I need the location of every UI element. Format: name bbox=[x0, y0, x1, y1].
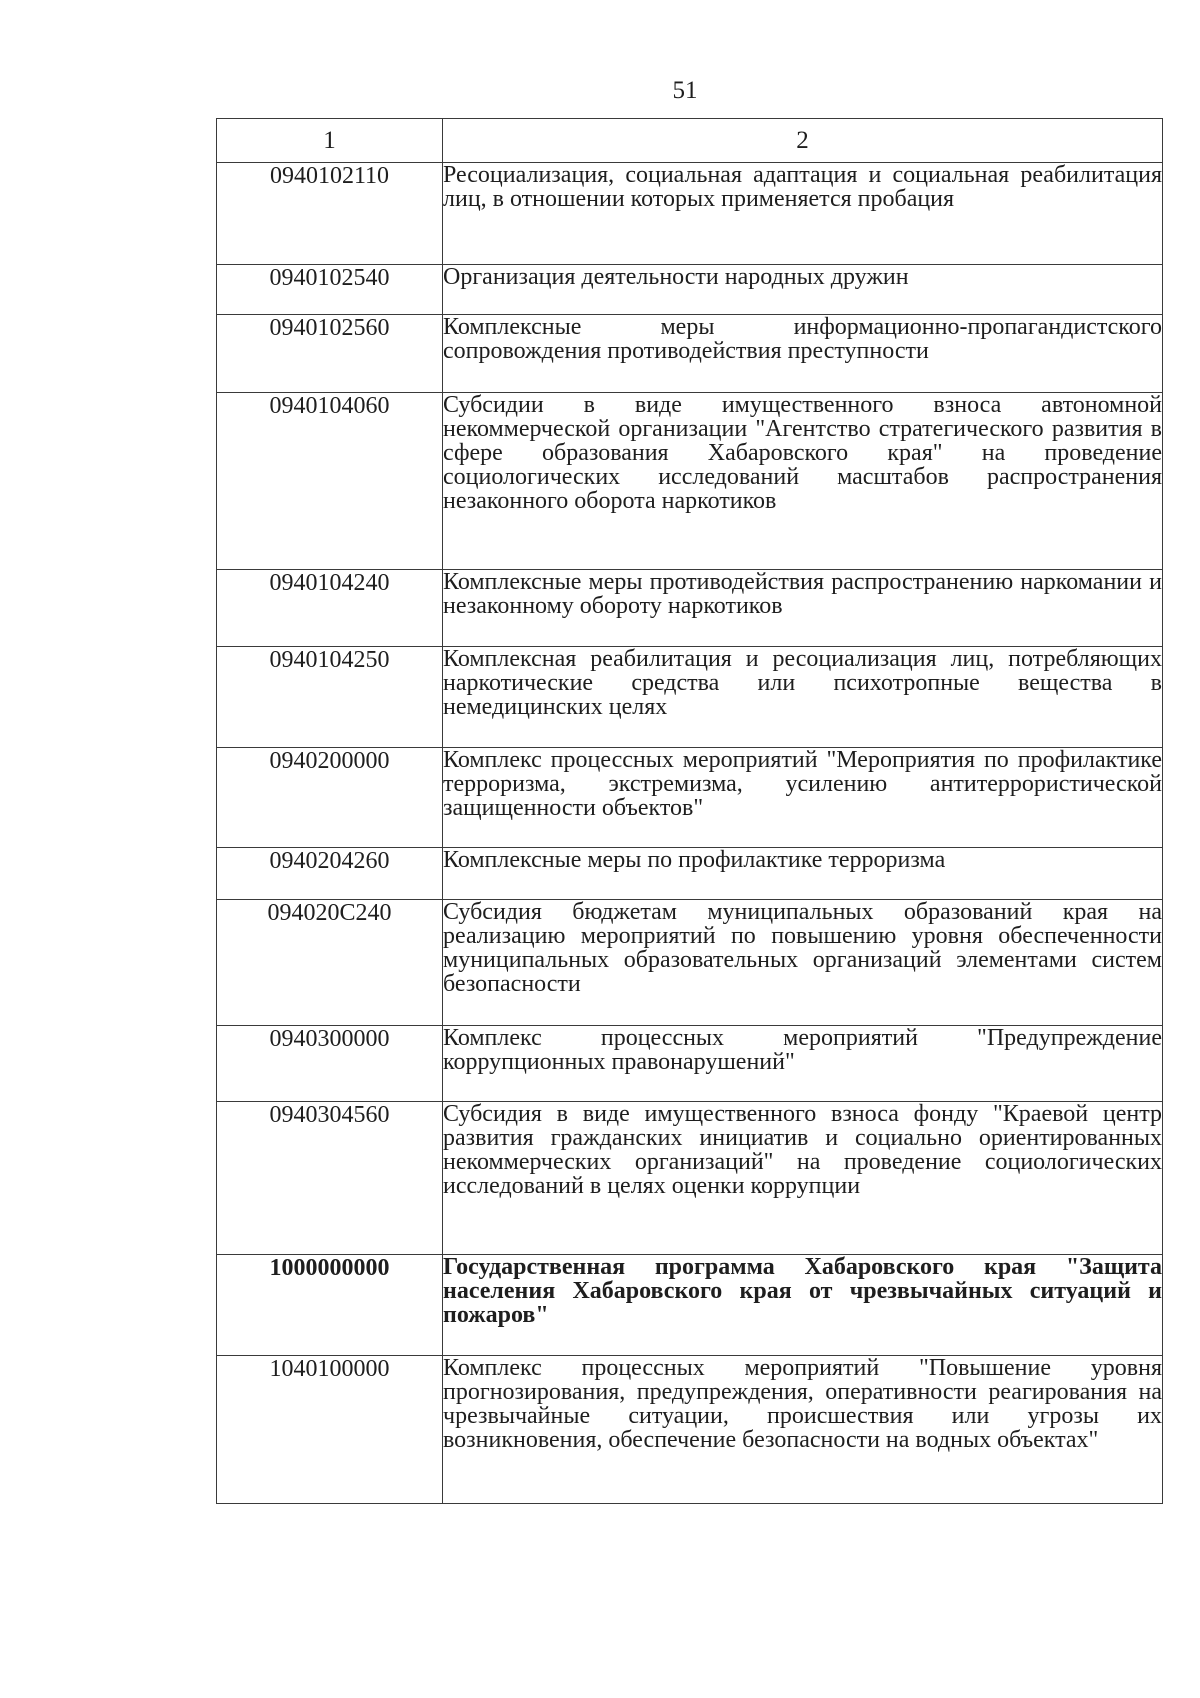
row-code: 0940102540 bbox=[217, 265, 443, 315]
row-code: 0940204260 bbox=[217, 848, 443, 900]
row-description: Субсидии в виде имущественного взноса автономной некоммерческой организации "Агентство стратегического развития в сфере образования Хабаровского края" на проведение социологических исследований масштабов распространения незаконного оборота наркотиков bbox=[443, 393, 1163, 570]
table-row bbox=[217, 748, 1163, 848]
table-row bbox=[217, 163, 1163, 265]
row-description: Субсидия бюджетам муниципальных образований края на реализацию мероприятий по повышению уровня обеспеченности муниципальных образовательных организаций элементами систем безопасности bbox=[443, 900, 1163, 1026]
budget-codes-table bbox=[216, 118, 1163, 1504]
row-description: Комплексная реабилитация и ресоциализация лиц, потребляющих наркотические средства или психотропные вещества в немедицинских целях bbox=[443, 647, 1163, 748]
row-description: Комплексные меры противодействия распространению наркомании и незаконному обороту наркотиков bbox=[443, 570, 1163, 647]
row-code: 0940104240 bbox=[217, 570, 443, 647]
table-header-row bbox=[217, 119, 1163, 163]
row-description: Комплекс процессных мероприятий "Повышение уровня прогнозирования, предупреждения, оперативности реагирования на чрезвычайные ситуации, происшествия или угрозы их возникновения, обеспечение безопасности на водных объектах" bbox=[443, 1356, 1163, 1504]
column-header-description: 2 bbox=[443, 119, 1163, 163]
row-description: Организация деятельности народных дружин bbox=[443, 265, 1163, 315]
table-row bbox=[217, 265, 1163, 315]
row-description: Комплекс процессных мероприятий "Мероприятия по профилактике терроризма, экстремизма, усилению антитеррористической защищенности объектов" bbox=[443, 748, 1163, 848]
table-row bbox=[217, 900, 1163, 1026]
row-description: Государственная программа Хабаровского края "Защита населения Хабаровского края от чрезвычайных ситуаций и пожаров" bbox=[443, 1255, 1163, 1356]
table-row bbox=[217, 1102, 1163, 1255]
table-row bbox=[217, 1026, 1163, 1102]
row-code: 0940104250 bbox=[217, 647, 443, 748]
table-row bbox=[217, 848, 1163, 900]
page-number: 51 bbox=[672, 77, 698, 104]
row-code: 0940200000 bbox=[217, 748, 443, 848]
row-code: 0940102560 bbox=[217, 315, 443, 393]
row-code: 0940104060 bbox=[217, 393, 443, 570]
row-code: 0940102110 bbox=[217, 163, 443, 265]
row-description: Ресоциализация, социальная адаптация и социальная реабилитация лиц, в отношении которых применяется пробация bbox=[443, 163, 1163, 265]
table-row bbox=[217, 1356, 1163, 1504]
table-row bbox=[217, 393, 1163, 570]
row-code: 0940300000 bbox=[217, 1026, 443, 1102]
row-description: Комплексные меры информационно-пропагандистского сопровождения противодействия преступности bbox=[443, 315, 1163, 393]
row-description: Комплексные меры по профилактике терроризма bbox=[443, 848, 1163, 900]
table-row bbox=[217, 315, 1163, 393]
row-code: 1000000000 bbox=[217, 1255, 443, 1356]
row-code: 1040100000 bbox=[217, 1356, 443, 1504]
table-row bbox=[217, 647, 1163, 748]
row-description: Комплекс процессных мероприятий "Предупреждение коррупционных правонарушений" bbox=[443, 1026, 1163, 1102]
row-description: Субсидия в виде имущественного взноса фонду "Краевой центр развития гражданских инициатив и социально ориентированных некоммерческих организаций" на проведение социологических исследований в целях оценки коррупции bbox=[443, 1102, 1163, 1255]
column-header-code: 1 bbox=[217, 119, 443, 163]
row-code: 0940304560 bbox=[217, 1102, 443, 1255]
table-row bbox=[217, 570, 1163, 647]
row-code: 094020С240 bbox=[217, 900, 443, 1026]
table-row-program bbox=[217, 1255, 1163, 1356]
